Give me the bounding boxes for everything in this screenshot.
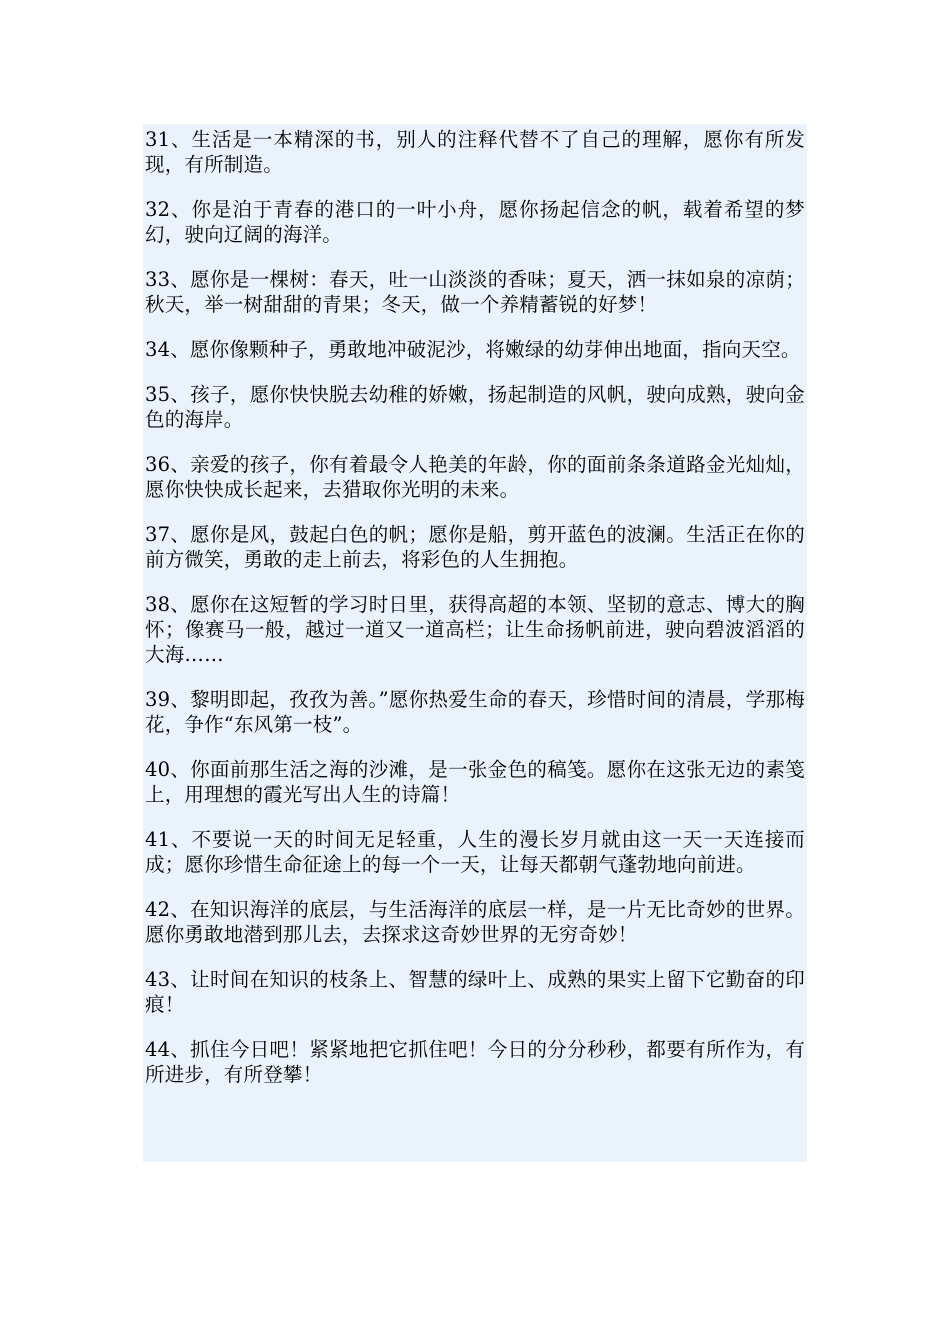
paragraph-37: 37、愿你是风，鼓起白色的帆；愿你是船，剪开蓝色的波澜。生活正在你的前方微笑，勇敢的走上前去，将彩色的人生拥抱。 [145,523,805,571]
paragraph-36: 36、亲爱的孩子，你有着最令人艳美的年龄，你的面前条条道路金光灿灿，愿你快快成长起来，去猎取你光明的未来。 [145,453,805,501]
paragraph-41: 41、不要说一天的时间无足轻重，人生的漫长岁月就由这一天一天连接而成；愿你珍惜生命征途上的每一个一天，让每天都朝气蓬勃地向前进。 [145,828,805,876]
paragraph-43: 43、让时间在知识的枝条上、智慧的绿叶上、成熟的果实上留下它勤奋的印痕！ [145,968,805,1016]
paragraph-35: 35、孩子，愿你快快脱去幼稚的娇嫩，扬起制造的风帆，驶向成熟，驶向金色的海岸。 [145,383,805,431]
paragraph-40: 40、你面前那生活之海的沙滩，是一张金色的稿笺。愿你在这张无边的素笺上，用理想的霞光写出人生的诗篇！ [145,758,805,806]
document-body [143,124,807,1162]
paragraph-42: 42、在知识海洋的底层，与生活海洋的底层一样，是一片无比奇妙的世界。愿你勇敢地潜到那儿去，去探求这奇妙世界的无穷奇妙！ [145,898,805,946]
paragraph-39: 39、黎明即起，孜孜为善。”愿你热爱生命的春天，珍惜时间的清晨，学那梅花，争作“东风第一枝”。 [145,688,805,736]
paragraph-33: 33、愿你是一棵树：春天，吐一山淡淡的香味；夏天，洒一抹如泉的凉荫；秋天，举一树甜甜的青果；冬天，做一个养精蓄锐的好梦！ [145,268,805,316]
paragraph-34: 34、愿你像颗种子，勇敢地冲破泥沙，将嫩绿的幼芽伸出地面，指向天空。 [145,338,801,361]
paragraph-38: 38、愿你在这短暂的学习时日里，获得高超的本领、坚韧的意志、博大的胸怀；像赛马一般，越过一道又一道高栏；让生命扬帆前进，驶向碧波滔滔的大海…… [145,593,805,666]
paragraph-32: 32、你是泊于青春的港口的一叶小舟，愿你扬起信念的帆，载着希望的梦幻，驶向辽阔的海洋。 [145,198,805,246]
paragraph-31: 31、生活是一本精深的书，别人的注释代替不了自己的理解，愿你有所发现，有所制造。 [145,128,805,176]
paragraph-44: 44、抓住今日吧！紧紧地把它抓住吧！今日的分分秒秒，都要有所作为，有所进步，有所登攀！ [145,1038,805,1086]
